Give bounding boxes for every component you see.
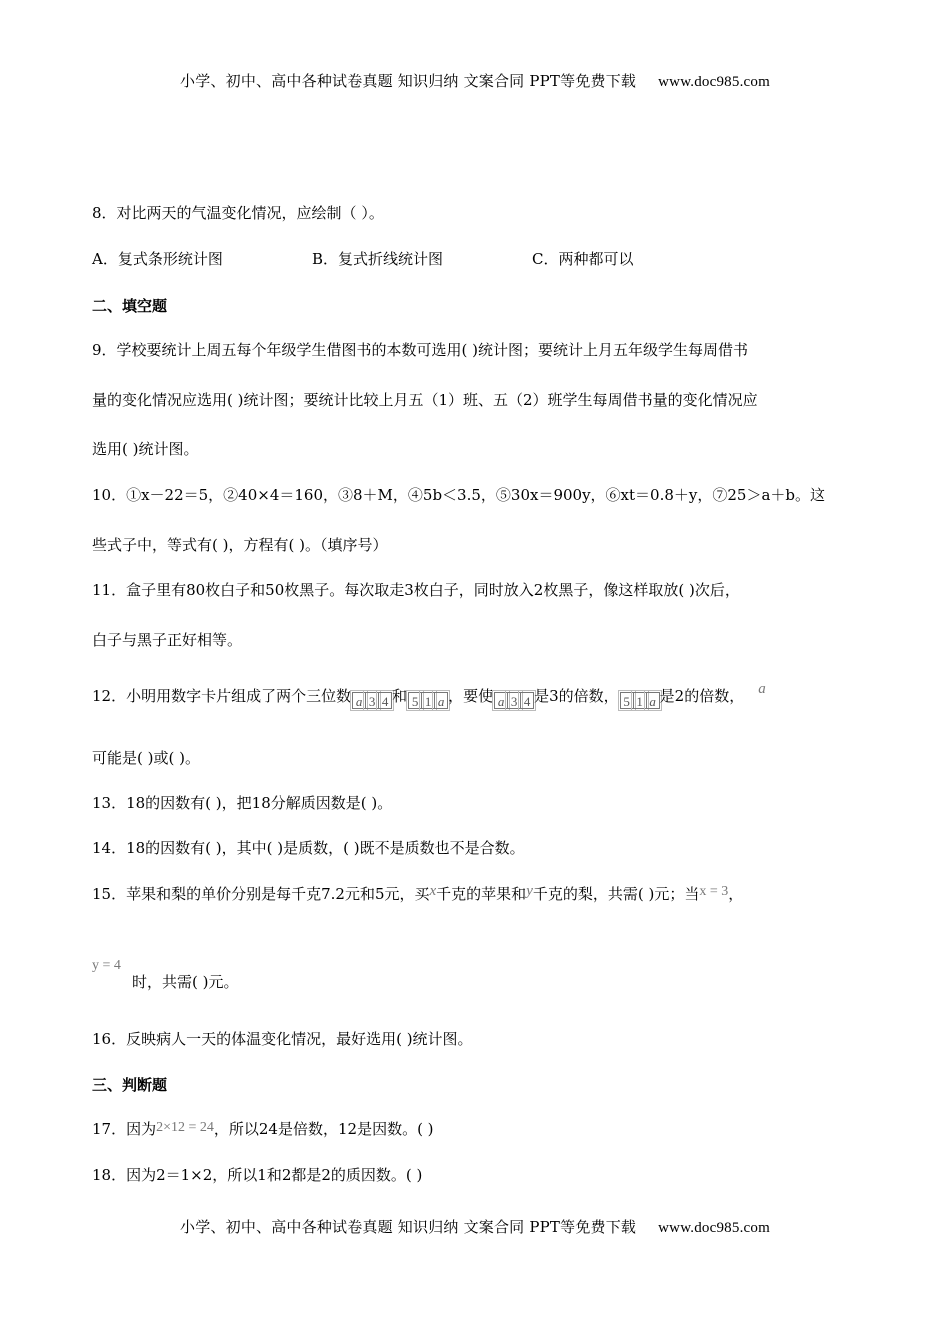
question-15-line-2: 时，共需( )元。 <box>132 973 239 991</box>
card-group-a34-repeat <box>494 691 533 711</box>
question-16: 16．反映病人一天的体温变化情况，最好选用( )统计图。 <box>92 1030 473 1048</box>
question-11-line-1: 11．盒子里有80枚白子和50枚黑子。每次取走3枚白子，同时放入2枚黑子，像这样取放( )次后， <box>92 581 740 599</box>
digit-card: 4 <box>378 692 392 709</box>
q15-text-1: 15．苹果和梨的单价分别是每千克7.2元和5元，买 <box>92 885 430 903</box>
q12-text-3: ，要使 <box>448 687 494 705</box>
digit-card: 5 <box>408 692 422 709</box>
question-8-options <box>92 249 792 269</box>
section-true-false: 三、判断题 <box>92 1076 168 1094</box>
header-site: www.doc985.com <box>658 74 770 90</box>
q17-text-2: ，所以24是倍数，12是因数。( ) <box>213 1120 434 1138</box>
page-header <box>0 70 950 91</box>
digit-card: 3 <box>507 692 521 709</box>
equation-x: x = 3 <box>699 884 729 899</box>
digit-card: 1 <box>633 692 647 709</box>
digit-card: 4 <box>520 692 534 709</box>
digit-card: 3 <box>365 692 379 709</box>
q15-text-2: 千克的苹果和 <box>436 885 527 903</box>
q15-text-4: ， <box>728 885 744 903</box>
q12-text-5: 是2的倍数， <box>659 687 745 705</box>
digit-card: a <box>646 692 660 709</box>
question-15-line-1 <box>92 884 743 906</box>
section-fill-blank: 二、填空题 <box>92 297 168 315</box>
equation-y: y = 4 <box>92 958 121 973</box>
option-c: C．两种都可以 <box>532 250 634 268</box>
option-b: B．复式折线统计图 <box>312 250 444 268</box>
q15-text-3: 千克的梨，共需( )元；当 <box>532 885 700 903</box>
variable-x: x <box>429 883 437 899</box>
footer-site: www.doc985.com <box>658 1220 770 1236</box>
question-9-line-1: 9．学校要统计上周五每个年级学生借图书的本数可选用( )统计图；要统计上月五年级学生每周借书 <box>92 341 749 359</box>
question-10-line-1: 10．①x－22＝5，②40×4＝160，③8＋M，④5b＜3.5，⑤30x＝900y，⑥xt＝0.8＋y，⑦25＞a＋b。这 <box>92 486 826 504</box>
q12-text-1: 12．小明用数字卡片组成了两个三位数 <box>92 687 352 705</box>
question-9-line-3: 选用( )统计图。 <box>92 440 199 458</box>
variable-y: y <box>526 883 533 899</box>
digit-card: 5 <box>620 692 634 709</box>
page-footer <box>0 1216 950 1237</box>
digit-card: a <box>434 692 448 709</box>
question-10-line-2: 些式子中，等式有( )，方程有( )。（填序号） <box>92 536 388 554</box>
question-17 <box>92 1119 434 1141</box>
footer-text: 小学、初中、高中各种试卷真题 知识归纳 文案合同 PPT等免费下载 <box>180 1218 637 1236</box>
question-11-line-2: 白子与黑子正好相等。 <box>92 631 243 649</box>
question-12-line-1 <box>92 681 766 711</box>
question-18: 18．因为2＝1×2，所以1和2都是2的质因数。( ) <box>92 1166 423 1184</box>
question-14: 14．18的因数有( )，其中( )是质数，( )既不是质数也不是合数。 <box>92 839 525 857</box>
card-group-51a-repeat <box>620 691 659 711</box>
header-text: 小学、初中、高中各种试卷真题 知识归纳 文案合同 PPT等免费下载 <box>180 72 637 90</box>
question-9-line-2: 量的变化情况应选用( )统计图；要统计比较上月五（1）班、五（2）班学生每周借书量的变化情况应 <box>92 391 758 409</box>
q12-text-2: 和 <box>392 687 408 705</box>
q12-text-4: 是3的倍数， <box>534 687 619 705</box>
equation-product: 2×12 = 24 <box>156 1120 214 1135</box>
card-group-51a <box>408 691 447 711</box>
digit-card: a <box>352 692 366 709</box>
digit-card: 1 <box>421 692 435 709</box>
digit-card: a <box>494 692 508 709</box>
q17-text-1: 17．因为 <box>92 1120 157 1138</box>
variable-a: a <box>758 681 766 697</box>
card-group-a34 <box>352 691 391 711</box>
question-12-line-2: 可能是( )或( )。 <box>92 749 200 767</box>
question-13: 13．18的因数有( )，把18分解质因数是( )。 <box>92 794 393 812</box>
question-8-stem: 8．对比两天的气温变化情况，应绘制（ ）。 <box>92 204 384 222</box>
option-a: A．复式条形统计图 <box>92 250 223 268</box>
